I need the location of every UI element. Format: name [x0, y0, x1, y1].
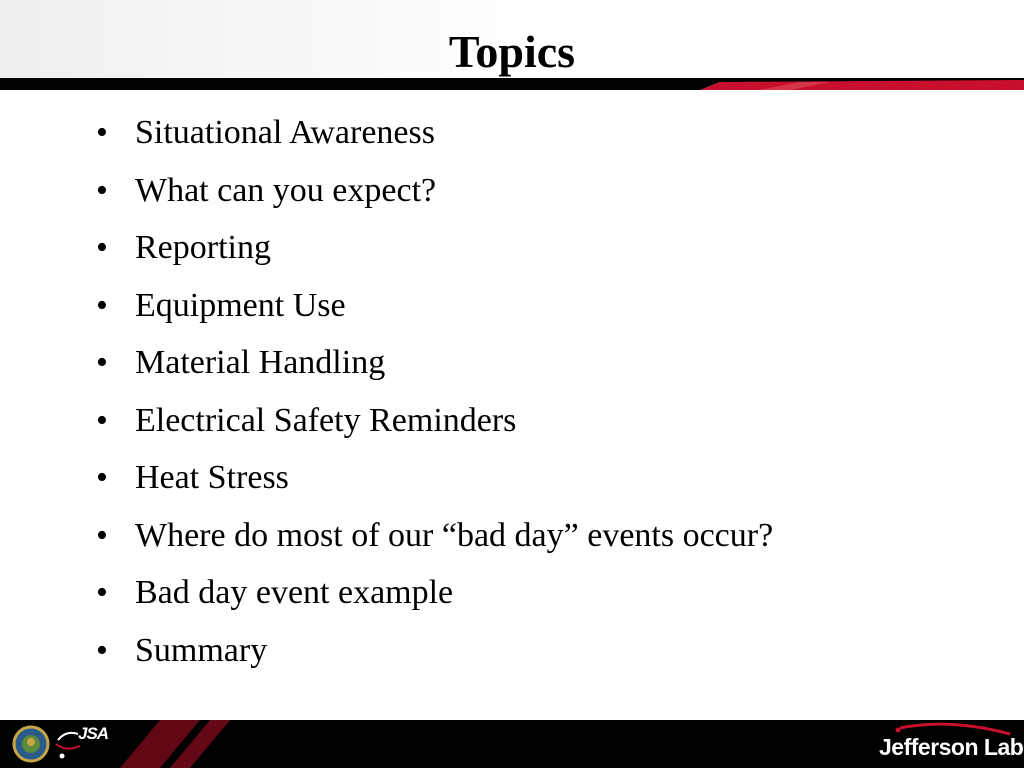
list-item-text: What can you expect?: [135, 171, 437, 209]
bullet-icon: •: [96, 631, 108, 669]
list-item-text: Material Handling: [135, 344, 386, 381]
doe-seal-icon: [14, 727, 48, 761]
bullet-icon: •: [96, 344, 108, 381]
slide-title: Topics: [448, 26, 576, 77]
bullet-icon: •: [96, 516, 108, 554]
list-item-text: Equipment Use: [135, 286, 346, 324]
list-item-text: Bad day event example: [135, 574, 454, 611]
bullet-icon: •: [96, 401, 108, 439]
list-item-text: Summary: [135, 631, 268, 669]
bullet-icon: •: [96, 114, 108, 151]
list-item-text: Reporting: [135, 229, 271, 266]
list-item-text: Where do most of our “bad day” events occur?: [135, 516, 774, 554]
bullet-icon: •: [96, 286, 108, 324]
bullet-icon: •: [96, 171, 108, 209]
bullet-icon: •: [96, 574, 108, 611]
list-item-text: Situational Awareness: [135, 114, 435, 151]
jsa-logo-text: JSA: [78, 724, 109, 743]
bullet-icon: •: [96, 229, 108, 266]
footer-banner: [0, 720, 1024, 768]
bullet-icon: •: [96, 459, 108, 496]
jefferson-lab-logo-text: Jefferson Lab: [879, 734, 1024, 760]
list-item-text: Electrical Safety Reminders: [135, 401, 517, 439]
list-item-text: Heat Stress: [135, 459, 289, 496]
